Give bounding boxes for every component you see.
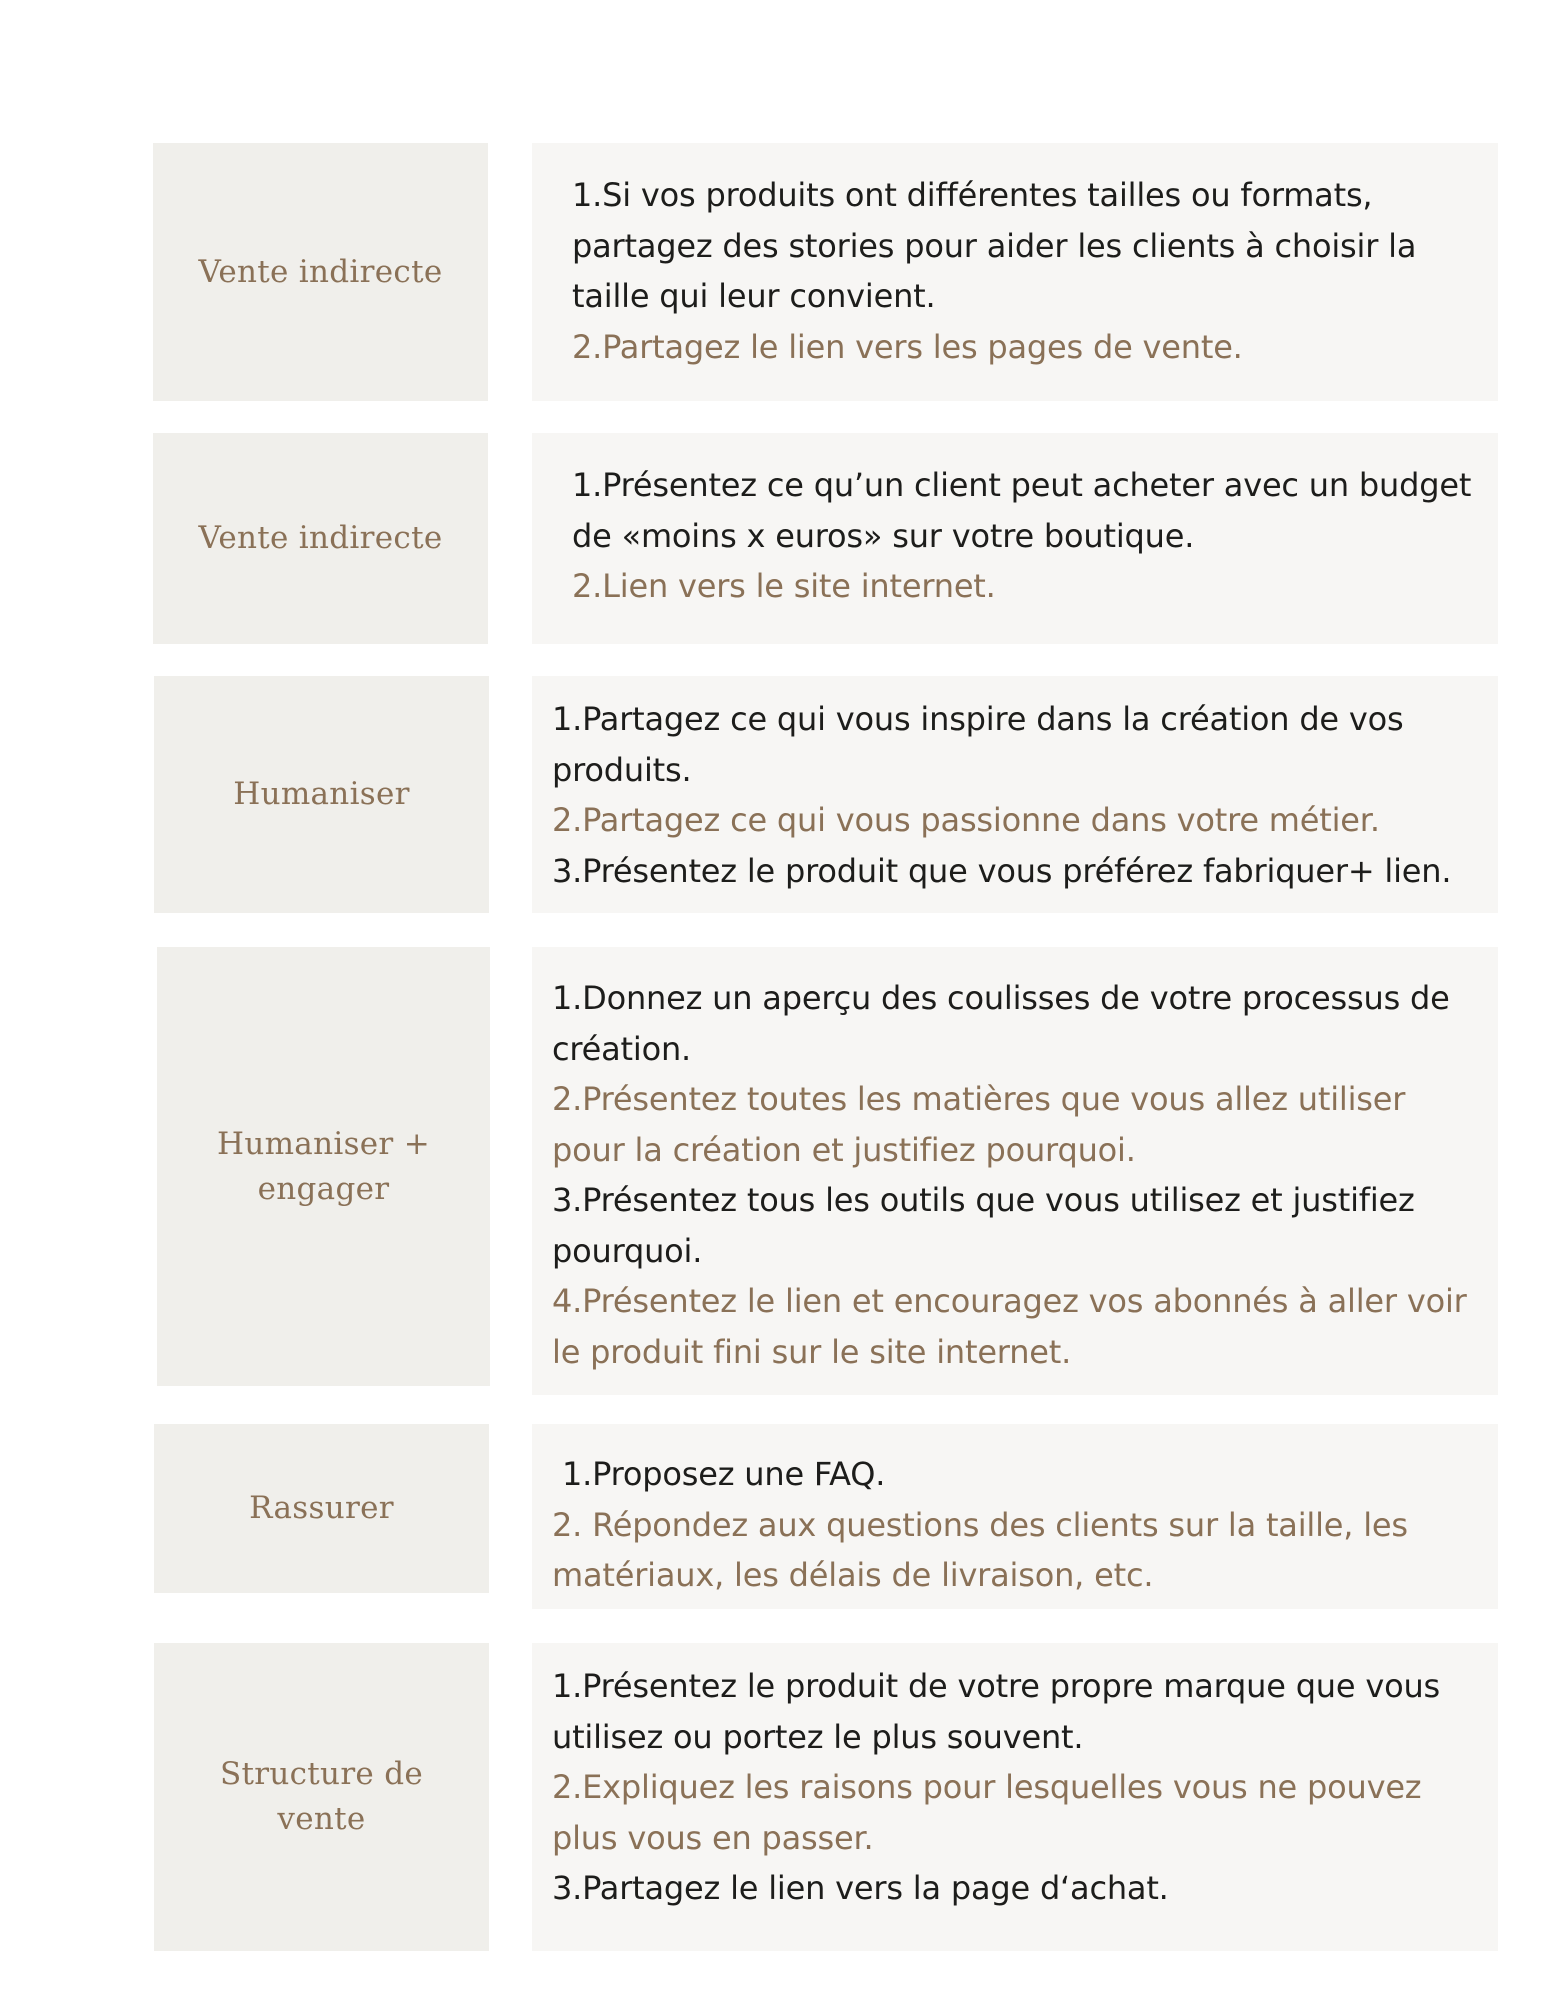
list-item: 4.Présentez le lien et encouragez vos abonnés à aller voir le produit fini sur le site internet. bbox=[552, 1282, 1467, 1371]
list-item: 2.Lien vers le site internet. bbox=[572, 567, 996, 605]
row-content-box bbox=[532, 947, 1498, 1395]
list-item: 2.Partagez ce qui vous passionne dans votre métier. bbox=[552, 801, 1380, 839]
list-item: 2.Présentez toutes les matières que vous allez utiliser pour la création et justifiez pourquoi. bbox=[552, 1080, 1406, 1169]
list-item: 1.Partagez ce qui vous inspire dans la création de vos produits. bbox=[552, 700, 1404, 789]
row-label-box bbox=[154, 1424, 489, 1593]
row-content-list bbox=[572, 170, 1472, 372]
row-label-box bbox=[154, 1643, 489, 1951]
row-label-box bbox=[157, 947, 490, 1386]
row-label: Vente indirecte bbox=[198, 253, 443, 290]
list-item: 1.Présentez le produit de votre propre marque que vous utilisez ou portez le plus souvent. bbox=[552, 1667, 1441, 1756]
list-item: 3.Présentez le produit que vous préférez fabriquer+ lien. bbox=[552, 851, 1452, 890]
row-label-box bbox=[153, 143, 488, 401]
row-content-box bbox=[532, 143, 1498, 401]
row-label-box bbox=[154, 676, 489, 913]
list-item: 3.Présentez tous les outils que vous utilisez et justifiez pourquoi. bbox=[552, 1181, 1415, 1270]
row-label-box bbox=[153, 433, 488, 644]
row-content-box bbox=[532, 433, 1498, 644]
list-item: 1.Si vos produits ont différentes tailles ou formats, partagez des stories pour aider les clients à choisir la taille qui leur convient. bbox=[572, 176, 1417, 315]
list-item: 2. Répondez aux questions des clients sur la taille, les matériaux, les délais de livraison, etc. bbox=[552, 1505, 1408, 1594]
row-content-list bbox=[552, 1661, 1467, 1914]
list-item: 1.Donnez un aperçu des coulisses de votre processus de création. bbox=[552, 979, 1450, 1068]
row-content-box bbox=[532, 1424, 1498, 1609]
row-label: Rassurer bbox=[249, 1490, 394, 1527]
row-content-list bbox=[552, 973, 1487, 1377]
row-content-list bbox=[552, 694, 1452, 896]
list-item: 1.Présentez ce qu’un client peut acheter avec un budget de «moins x euros» sur votre boutique. bbox=[572, 466, 1472, 555]
list-item: 3.Partagez le lien vers la page d‘achat. bbox=[552, 1869, 1169, 1907]
row-label: Humaniser + engager bbox=[217, 1125, 430, 1207]
row-content-box bbox=[532, 676, 1498, 913]
row-content-list bbox=[572, 460, 1487, 612]
row-content-list bbox=[552, 1449, 1452, 1601]
row-label: Vente indirecte bbox=[198, 520, 443, 557]
row-label: Humaniser bbox=[233, 776, 410, 813]
list-item: 2.Expliquez les raisons pour lesquelles vous ne pouvez plus vous en passer. bbox=[552, 1768, 1422, 1857]
list-item: 1.Proposez une FAQ. bbox=[552, 1455, 886, 1493]
list-item: 2.Partagez le lien vers les pages de vente. bbox=[572, 327, 1243, 366]
row-content-box bbox=[532, 1643, 1498, 1951]
row-label: Structure de vente bbox=[219, 1756, 424, 1837]
